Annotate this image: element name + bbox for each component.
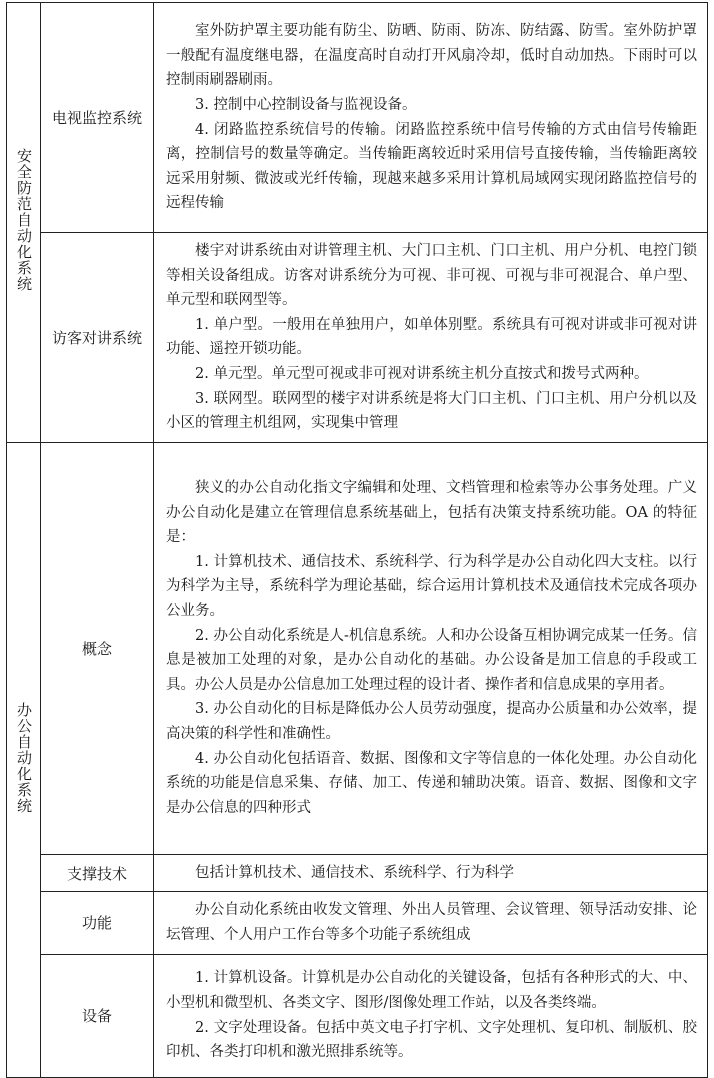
- content-table: [6, 2, 708, 1078]
- subcategory-label: 概念: [81, 639, 112, 658]
- paragraph: 狭义的办公自动化指文字编辑和处理、文档管理和检索等办公事务处理。广义办公自动化是建立在管理信息系统基础上，包括有决策支持系统功能。OA 的特征是：: [166, 480, 697, 546]
- paragraph: 3. 办公自动化的目标是降低办公人员劳动强度，提高办公质量和办公效率，提高决策的科学性和准确性。: [166, 701, 697, 743]
- subcategory-label: 设备: [81, 1007, 112, 1026]
- subcategory-label: 功能: [81, 914, 112, 933]
- paragraph: 室外防护罩主要功能有防尘、防晒、防雨、防冻、防结露、防雪。室外防护罩一般配有温度继电器，在温度高时自动打开风扇冷却，低时自动加热。下雨时可以控制雨刷器刷雨。: [166, 23, 697, 89]
- table-row: [7, 854, 708, 892]
- table-row: [7, 233, 708, 443]
- subcategory-label: 支撑技术: [66, 864, 127, 883]
- paragraph: 楼宇对讲系统由对讲管理主机、大门口主机、门口主机、用户分机、电控门锁等相关设备组成。访客对讲系统分为可视、非可视、可视与非可视混合、单户型、单元型和联网型等。: [166, 243, 697, 309]
- description-cell: [154, 3, 708, 233]
- description-cell: [154, 892, 708, 954]
- paragraph: 3. 控制中心控制设备与监视设备。: [195, 96, 417, 113]
- paragraph: 1. 计算机设备。计算机是办公自动化的关键设备，包括有各种形式的大、中、小型机和微型机、各类文字、图形/图像处理工作站，以及各类终端。: [166, 970, 697, 1011]
- subcategory-label: 访客对讲系统: [51, 328, 142, 347]
- category-cell: [7, 442, 41, 1077]
- subcategory-label: 电视监控系统: [51, 109, 142, 127]
- paragraph: 包括计算机技术、通信技术、系统科学、行为科学: [195, 864, 514, 881]
- subcategory-cell: [41, 233, 154, 443]
- subcategory-cell: [41, 854, 154, 892]
- category-cell: [7, 3, 41, 443]
- paragraph: 2. 办公自动化系统是人-机信息系统。人和办公设备互相协调完成某一任务。信息是被加工处理的对象，是办公自动化的基础。办公设备是加工信息的手段或工具。办公人员是办公信息加工处理过程的设计者、操作者和信息成果的享用者。: [166, 627, 697, 693]
- paragraph: 办公自动化系统由收发文管理、外出人员管理、会议管理、领导活动安排、论坛管理、个人用户工作台等多个功能子系统组成: [166, 902, 697, 943]
- table-row: [7, 3, 708, 233]
- paragraph: 2. 文字处理设备。包括中英文电子打字机、文字处理机、复印机、制版机、胶印机、各类打印机和激光照排系统等。: [166, 1019, 697, 1061]
- category-label: 安全防范自动化系统: [15, 148, 33, 293]
- paragraph: 4. 闭路监控系统信号的传输。闭路监控系统中信号传输的方式由信号传输距离，控制信号的数量等确定。当传输距离较近时采用信号直接传输，当传输距离较远采用射频、微波或光纤传输，现越来越多采用计算机局域网实现闭路监控信号的远程传输: [166, 121, 697, 212]
- paragraph: 2. 单元型。单元型可视或非可视对讲系统主机分直按式和拨号式两种。: [195, 365, 649, 382]
- description-cell: [154, 233, 708, 443]
- subcategory-cell: [41, 3, 154, 233]
- table-row: [7, 954, 708, 1077]
- table-row: [7, 892, 708, 954]
- category-label: 办公自动化系统: [15, 701, 33, 814]
- description-cell: [154, 954, 708, 1077]
- paragraph: 4. 办公自动化包括语音、数据、图像和文字等信息的一体化处理。办公自动化系统的功能是信息采集、存储、加工、传递和辅助决策。语音、数据、图像和文字是办公信息的四种形式: [166, 750, 697, 816]
- table-row: [7, 442, 708, 854]
- paragraph: 3. 联网型。联网型的楼宇对讲系统是将大门口主机、门口主机、用户分机以及小区的管理主机组网，实现集中管理: [166, 390, 697, 432]
- paragraph: 1. 单户型。一般用在单独用户，如单体别墅。系统具有可视对讲或非可视对讲功能、遥控开锁功能。: [166, 316, 697, 358]
- description-cell: [154, 442, 708, 854]
- subcategory-cell: [41, 954, 154, 1077]
- paragraph: 1. 计算机技术、通信技术、系统科学、行为科学是办公自动化四大支柱。以行为科学为主导，系统科学为理论基础，综合运用计算机技术及通信技术完成各项办公业务。: [166, 553, 697, 620]
- subcategory-cell: [41, 442, 154, 854]
- description-cell: [154, 854, 708, 892]
- subcategory-cell: [41, 892, 154, 954]
